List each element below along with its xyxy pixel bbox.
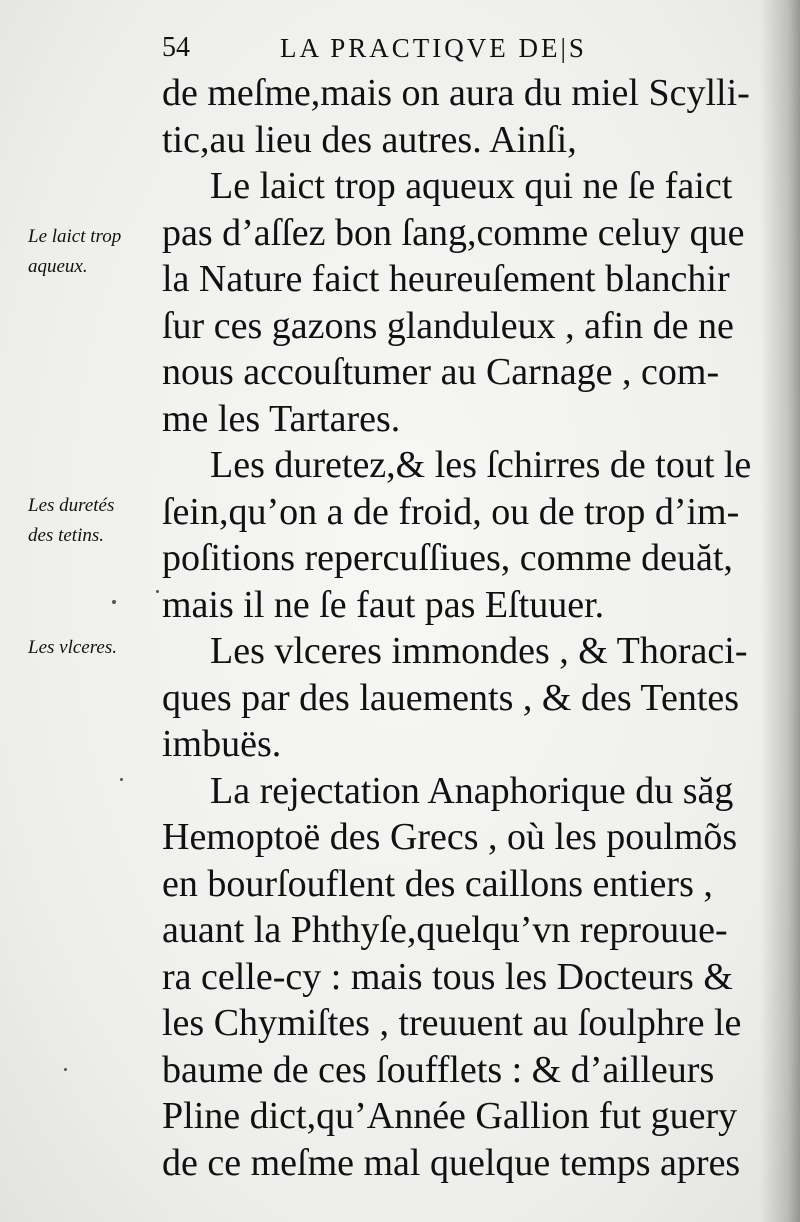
- text-line: poſitions repercuſſiues, comme deuăt,: [162, 537, 733, 579]
- text-line: ra celle-cy : mais tous les Docteurs &: [162, 955, 733, 998]
- margin-note-line: Le laict trop: [28, 226, 122, 247]
- margin-note-line: Les duretés: [28, 495, 115, 516]
- ink-speck: [120, 778, 123, 781]
- text-line: la Nature faict heureuſement blanchir: [162, 258, 730, 300]
- text-line: pas d’aſſez bon ſang,comme celuy que: [162, 211, 745, 254]
- margin-note-laict: [28, 222, 168, 282]
- body-text: [162, 70, 772, 1186]
- text-line: La rejectation Anaphorique du săg: [210, 769, 734, 812]
- text-line: ques par des lauements , & des Tentes: [162, 676, 740, 719]
- text-line: auant la Phthyſe,quelqu’vn reprouue-: [162, 909, 728, 951]
- text-line: les Chymiſtes , treuuent au ſoulphre le: [162, 1002, 742, 1044]
- text-line: imbuës.: [162, 723, 282, 765]
- margin-note-line: Les vlceres.: [28, 637, 117, 658]
- ink-speck: [64, 1068, 67, 1071]
- margin-note-line: aqueux.: [28, 256, 88, 277]
- text-line: Le laict trop aqueux qui ne ſe faict: [210, 165, 733, 207]
- ink-speck: [112, 600, 116, 604]
- text-line: ſur ces gazons glanduleux , afin de ne: [162, 304, 734, 347]
- margin-note-vlceres: [28, 633, 168, 663]
- text-line: de ce meſme mal quelque temps apres: [162, 1141, 741, 1184]
- text-line: ſein,qu’on a de froid, ou de trop d’im-: [162, 490, 740, 533]
- text-line: mais il ne ſe faut pas Eſtuuer.: [162, 583, 605, 626]
- text-line: Les duretez,& les ſchirres de tout le: [210, 444, 752, 486]
- margin-note-duretes: [28, 491, 168, 551]
- text-line: de meſme,mais on aura du miel Scylli-: [162, 72, 750, 114]
- page-number: 54: [162, 32, 190, 63]
- text-line: baume de ces ſoufflets : & d’ailleurs: [162, 1048, 715, 1091]
- text-line: tic,au lieu des autres. Ainſi,: [162, 118, 577, 161]
- page-header: [160, 28, 720, 68]
- text-line: me les Tartares.: [162, 397, 401, 440]
- text-line: Les vlceres immondes , & Thoraci-: [210, 630, 748, 672]
- margin-note-line: des tetins.: [28, 525, 104, 546]
- ink-speck: [156, 590, 159, 593]
- text-line: Hemoptoë des Grecs , où les poulmõs: [162, 816, 738, 858]
- text-line: Pline dict,qu’Année Gallion fut guery: [162, 1095, 738, 1137]
- running-title: LA PRACTIQVE DE|S: [280, 33, 587, 63]
- text-line: en bourſouflent des caillons entiers ,: [162, 862, 713, 905]
- text-line: nous accouſtumer au Carnage , com-: [162, 351, 720, 393]
